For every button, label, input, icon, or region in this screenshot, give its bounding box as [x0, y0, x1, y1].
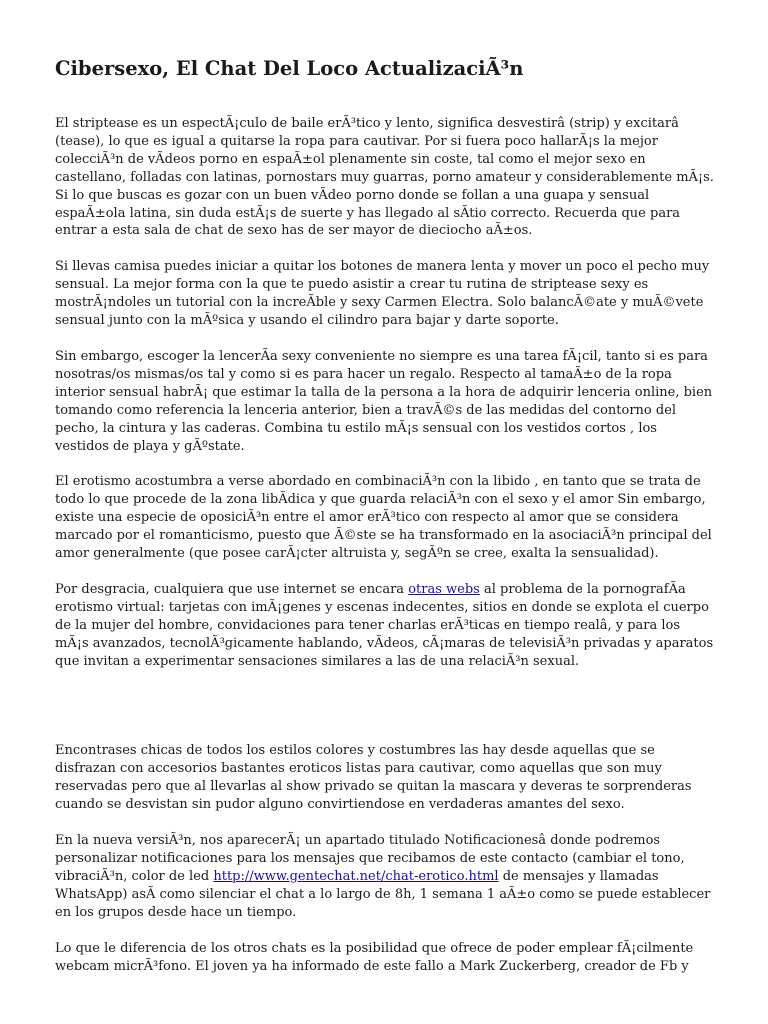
blank-spacer — [55, 688, 715, 742]
document-page — [55, 56, 715, 993]
paragraph-erotismo: El erotismo acostumbra a verse abordado en combinaciÃ³n con la libido , en tanto que se trata de todo lo que procede de la zona libÃdica y que guarda relaciÃ³n con el sexo y el amor Sin embargo, existe una especie de oposiciÃ³n entre el amor erÃ³tico con respecto al amor que se considera marcado por el romanticismo, puesto que Ã©ste se ha transformado en la asociaciÃ³n principal del amor generalmente (que posee carÃ¡cter altruista y, segÃºn se cree, exalta la sensualidad). — [55, 474, 712, 562]
paragraph-encontrases: Encontrases chicas de todos los estilos colores y costumbres las hay desde aquellas que se disfrazan con accesorios bastantes eroticos listas para cautivar, como aquellas que son muy reservadas pero que al llevarlas al show privado se quitan la mascara y deveras te sorprenderas cuando se desvistan sin pudor alguno convirtiendose en verdaderas amantes del sexo. — [55, 743, 692, 813]
otras-webs-link[interactable]: otras webs — [408, 581, 480, 597]
paragraph-nueva-version-after: de mensajes y llamadas WhatsApp) asÃ como silenciar el chat a lo largo de 8h, 1 semana 1 aÃ±o como se puede establecer en los grupos desde hace un tiempo. — [55, 868, 711, 920]
gentechat-link[interactable]: http://www.gentechat.net/chat-erotico.html — [213, 868, 499, 884]
paragraph-nueva-version — [55, 832, 715, 922]
paragraph-desgracia — [55, 581, 715, 671]
paragraph-camisa: Si llevas camisa puedes iniciar a quitar los botones de manera lenta y mover un poco el pecho muy sensual. La mejor forma con la que te puedo asistir a crear tu rutina de striptease sexy es mostrÃ¡ndoles un tutorial con la increÃble y sexy Carmen Electra. Solo balancÃ©ate y muÃ©vete sensual junto con la mÃºsica y usando el cilindro para bajar y darte soporte. — [55, 259, 710, 329]
paragraph-nueva-version-before: En la nueva versiÃ³n, nos aparecerÃ¡ un apartado titulado Notificacionesâ donde podremos personalizar notificaciones para los mensajes que recibamos de este contacto (cambiar el tono, vibraciÃ³n, color de led — [55, 833, 685, 884]
paragraph-striptease: El striptease es un espectÃ¡culo de baile erÃ³tico y lento, significa desvestirâ (strip) y excitarâ (tease), lo que es igual a quitarse la ropa para cautivar. Por si fuera poco hallarÃ¡s la mejor colecciÃ³n de vÃdeos porno en espaÃ±ol plenamente sin coste, tal como el mejor sexo en castellano, folladas con latinas, pornostars muy guarras, porno amateur y considerablemente mÃ¡s. Si lo que buscas es gozar con un buen vÃdeo porno donde se follan a una guapa y sensual espaÃ±ola latina, sin duda estÃ¡s de suerte y has llegado al sÃtio correcto. Recuerda que para entrar a esta sala de chat de sexo has de ser mayor de dieciocho aÃ±os. — [55, 116, 714, 239]
paragraph-lenceria: Sin embargo, escoger la lencerÃa sexy conveniente no siempre es una tarea fÃ¡cil, tanto si es para nosotras/os mismas/os tal y como si es para hacer un regalo. Respecto al tamaÃ±o de la ropa interior sensual habrÃ¡ que estimar la talla de la persona a la hora de adquirir lenceria online, bien tomando como referencia la lenceria anterior, bien a travÃ©s de las medidas del contorno del pecho, la cintura y las caderas. Combina tu estilo mÃ¡s sensual con los vestidos cortos , los vestidos de playa y gÃºstate. — [55, 348, 713, 454]
paragraph-desgracia-after: al problema de la pornografÃa erotismo virtual: tarjetas con imÃ¡genes y escenas indecentes, sitios en donde se explota el cuerpo de la mujer del hombre, convidaciones para tener charlas erÃ³ticas en tiempo realâ, y para los mÃ¡s avanzados, tecnolÃ³gicamente hablando, vÃdeos, cÃ¡maras de televisiÃ³n privadas y aparatos que invitan a experimentar sensaciones similares a las de una relaciÃ³n sexual. — [55, 581, 714, 669]
paragraph-diferencia: Lo que le diferencia de los otros chats es la posibilidad que ofrece de poder emplear fÃ¡cilmente webcam micrÃ³fono. El joven ya ha informado de este fallo a Mark Zuckerberg, creador de Fb y — [55, 940, 694, 974]
document-title: Cibersexo, El Chat Del Loco ActualizaciÃ³n — [55, 57, 524, 80]
paragraph-desgracia-before: Por desgracia, cualquiera que use internet se encara — [55, 581, 409, 597]
